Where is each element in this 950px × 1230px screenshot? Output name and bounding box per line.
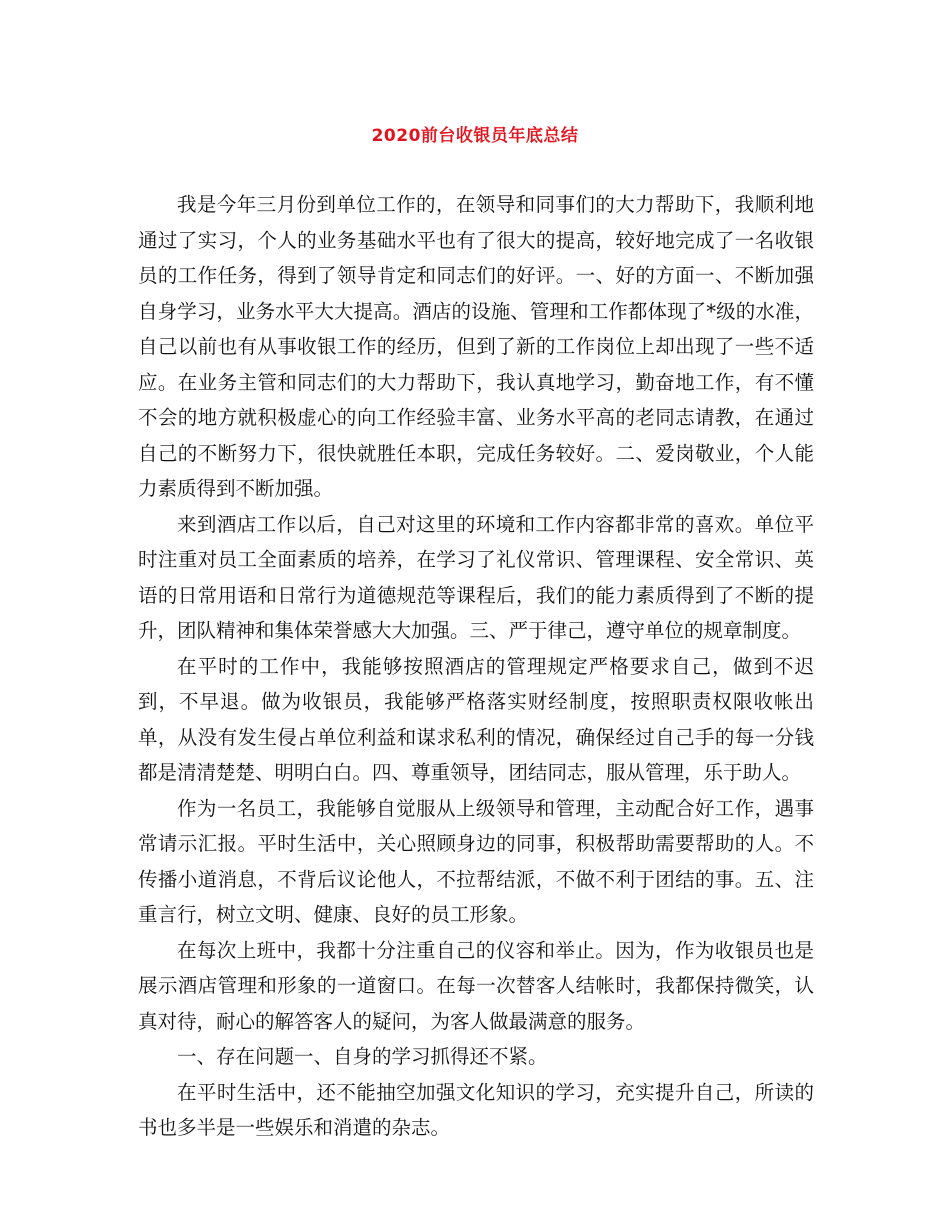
paragraph: 我是今年三月份到单位工作的，在领导和同事们的大力帮助下，我顺利地通过了实习，个人的业务基础水平也有了很大的提高，较好地完成了一名收银员的工作任务，得到了领导肯定和同志们的好评。一、好的方面一、不断加强自身学习，业务水平大大提高。酒店的设施、管理和工作都体现了*级的水准，自己以前也有从事收银工作的经历，但到了新的工作岗位上却出现了一些不适应。在业务主管和同志们的大力帮助下，我认真地学习，勤奋地工作，有不懂不会的地方就积极虚心的向工作经验丰富、业务水平高的老同志请教，在通过自己的不断努力下，很快就胜任本职，完成任务较好。二、爱岗敬业，个人能力素质得到不断加强。: [138, 193, 814, 500]
paragraph: 在平时的工作中，我能够按照酒店的管理规定严格要求自己，做到不迟到，不早退。做为收银员，我能够严格落实财经制度，按照职责权限收帐出单，从没有发生侵占单位利益和谋求私利的情况，确保经过自己手的每一分钱都是清清楚楚、明明白白。四、尊重领导，团结同志，服从管理，乐于助人。: [138, 654, 814, 784]
paragraph: 来到酒店工作以后，自己对这里的环境和工作内容都非常的喜欢。单位平时注重对员工全面素质的培养，在学习了礼仪常识、管理课程、安全常识、英语的日常用语和日常行为道德规范等课程后，我们的能力素质得到了不断的提升，团队精神和集体荣誉感大大加强。三、严于律己，遵守单位的规章制度。: [138, 512, 814, 642]
paragraph: 在每次上班中，我都十分注重自己的仪容和举止。因为，作为收银员也是展示酒店管理和形象的一道窗口。在每一次替客人结帐时，我都保持微笑，认真对待，耐心的解答客人的疑问，为客人做最满意的服务。: [138, 938, 814, 1033]
paragraph: 在平时生活中，还不能抽空加强文化知识的学习，充实提升自己，所读的书也多半是一些娱乐和消遣的杂志。: [138, 1080, 814, 1139]
document-title: 2020前台收银员年底总结: [371, 126, 579, 146]
paragraph: 一、存在问题一、自身的学习抓得还不紧。: [177, 1045, 548, 1068]
paragraph: 作为一名员工，我能够自觉服从上级领导和管理，主动配合好工作，遇事常请示汇报。平时生活中，关心照顾身边的同事，积极帮助需要帮助的人。不传播小道消息，不背后议论他人，不拉帮结派，不做不利于团结的事。五、注重言行，树立文明、健康、良好的员工形象。: [138, 796, 814, 926]
document-body: [138, 187, 814, 1146]
